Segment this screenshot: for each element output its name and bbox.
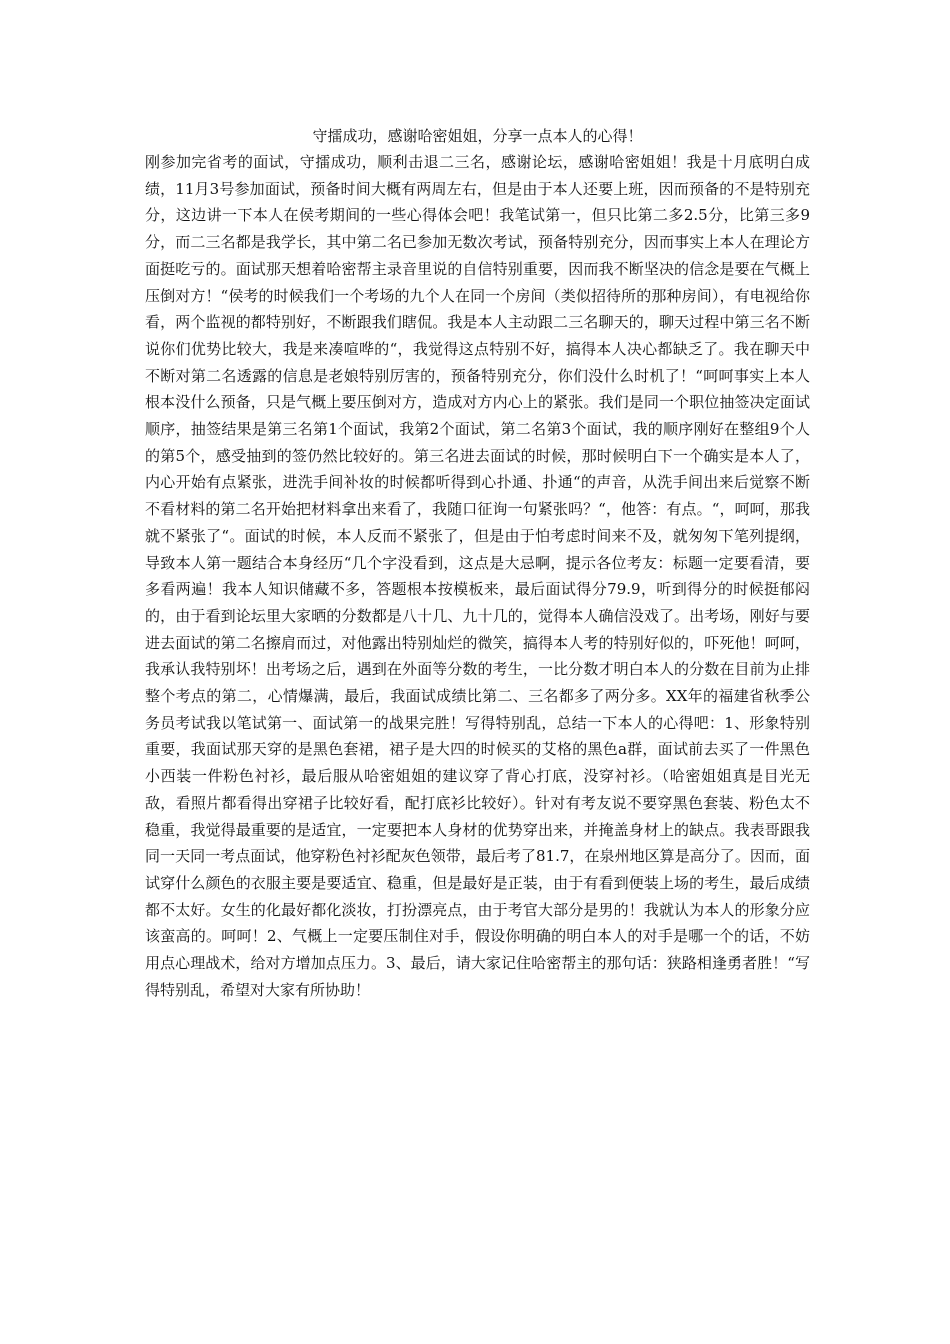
document-body-text: 刚参加完省考的面试，守擂成功，顺利击退二三名，感谢论坛，感谢哈密姐姐！我是十月底明白成绩，11月3号参加面试，预备时间大概有两周左右，但是由于本人还要上班，因而预备的不是特别充分，这边讲一下本人在侯考期间的一些心得体会吧！我笔试第一，但只比第二多2.5分，比第三多9分，而二三名都是我学长，其中第二名已参加无数次考试，预备特别充分，因而事实上本人在理论方面挺吃亏的。面试那天想着哈密帮主录音里说的自信特别重要，因而我不断坚决的信念是要在气概上压倒对方！“侯考的时候我们一个考场的九个人在同一个房间（类似招待所的那种房间），有电视给你看，两个监视的都特别好，不断跟我们瞎侃。我是本人主动跟二三名聊天的，聊天过程中第三名不断说你们优势比较大，我是来凑喧哗的“，我觉得这点特别不好，搞得本人决心都缺乏了。我在聊天中不断对第二名透露的信息是老娘特别厉害的，预备特别充分，你们没什么时机了！“呵呵事实上本人根本没什么预备，只是气概上要压倒对方，造成对方内心上的紧张。我们是同一个职位抽签决定面试顺序，抽签结果是第三名第1个面试，我第2个面试，第二名第3个面试，我的顺序刚好在整组9个人的第5个，感受抽到的签仍然比较好的。第三名进去面试的时候，那时候明白下一个确实是本人了，内心开始有点紧张，进洗手间补妆的时候都听得到心扑通、扑通“的声音，从洗手间出来后觉察不断不看材料的第二名开始把材料拿出来看了，我随口征询一句紧张吗？“，他答：有点。“，呵呵，那我就不紧张了“。面试的时候，本人反而不紧张了，但是由于怕考虑时间来不及，就匆匆下笔列提纲，导致本人第一题结合本身经历“几个字没看到，这点是大忌啊，提示各位考友：标题一定要看清，要多看两遍！我本人知识储藏不多，答题根本按模板来，最后面试得分79.9，听到得分的时候挺郁闷的，由于看到论坛里大家晒的分数都是八十几、九十几的，觉得本人确信没戏了。出考场，刚好与要进去面试的第二名擦肩而过，对他露出特别灿烂的微笑，搞得本人考的特别好似的，吓死他！呵呵，我承认我特别坏！出考场之后，遇到在外面等分数的考生，一比分数才明白本人的分数在目前为止排整个考点的第二，心情爆满，最后，我面试成绩比第二、三名都多了两分多。XX年的福建省秋季公务员考试我以笔试第一、面试第一的战果完胜！写得特别乱，总结一下本人的心得吧：1、形象特别重要，我面试那天穿的是黑色套裙，裙子是大四的时候买的艾格的黑色a群，面试前去买了一件黑色小西装一件粉色衬衫，最后服从哈密姐姐的建议穿了背心打底，没穿衬衫。（哈密姐姐真是目光无敌，看照片都看得出穿裙子比较好看，配打底衫比较好）。针对有考友说不要穿黑色套装、粉色太不稳重，我觉得最重要的是适宜，一定要把本人身材的优势穿出来，并掩盖身材上的缺点。我表哥跟我同一天同一考点面试，他穿粉色衬衫配灰色领带，最后考了81.7，在泉州地区算是高分了。因而，面试穿什么颜色的衣服主要是要适宜、稳重，但是最好是正装，由于有看到便装上场的考生，最后成绩都不太好。女生的化最好都化淡妆，打扮漂亮点，由于考官大部分是男的！我就认为本人的形象分应该蛮高的。呵呵！2、气概上一定要压制住对手，假设你明确的明白本人的对手是哪一个的话，不妨用点心理战术，给对方增加点压力。3、最后，请大家记住哈密帮主的那句话：狭路相逢勇者胜！“写得特别乱，希望对大家有所协助！ bbox=[145, 153, 810, 999]
document-title: 守擂成功，感谢哈密姐姐，分享一点本人的心得！ bbox=[312, 127, 643, 145]
